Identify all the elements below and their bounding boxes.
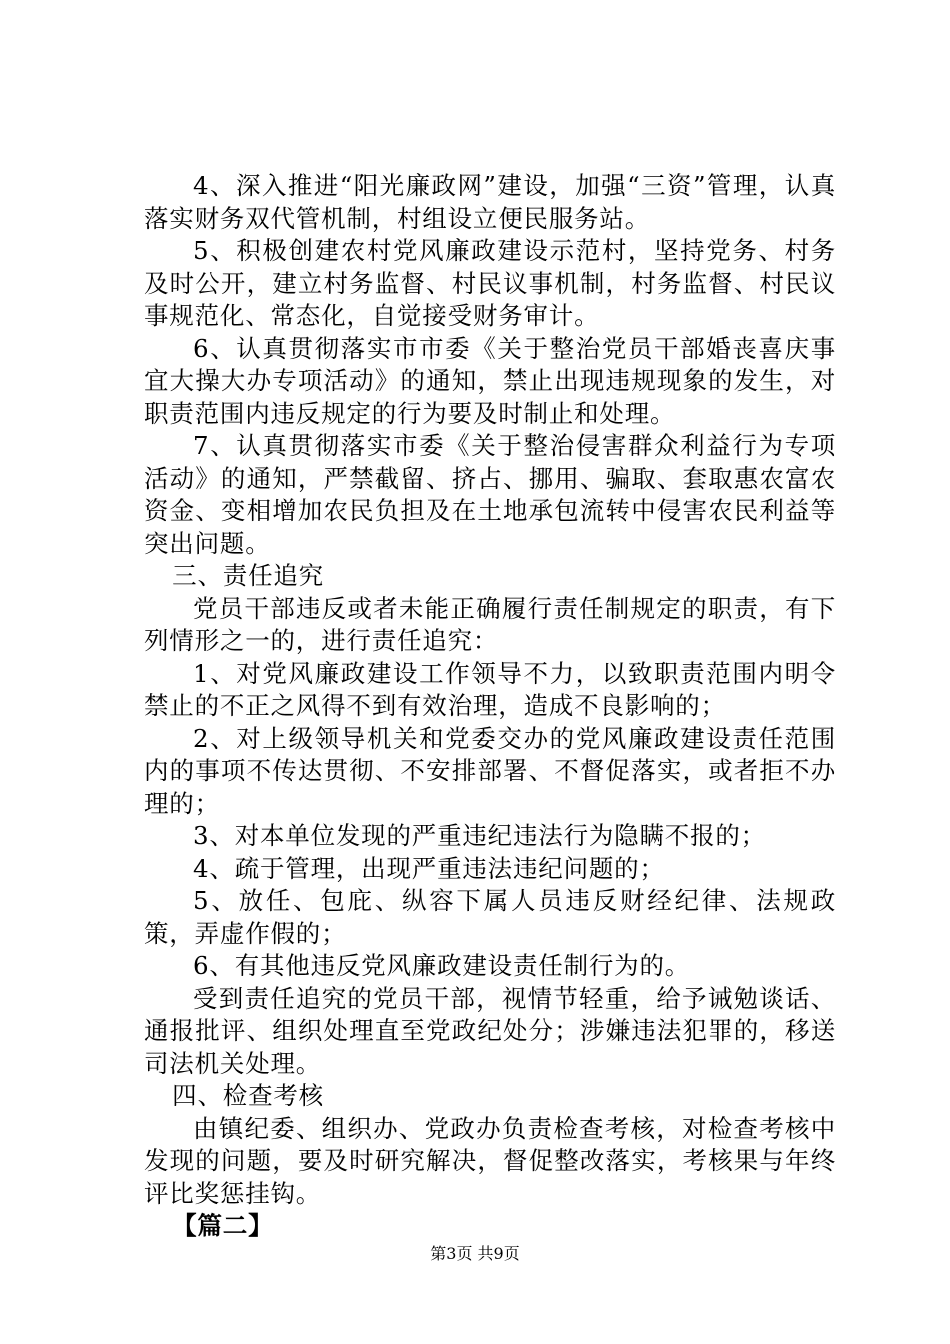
page-number: 第3页 共9页 xyxy=(430,1244,520,1263)
document-body xyxy=(144,170,836,1243)
paragraph-accountability-3: 3、对本单位发现的严重违纪违法行为隐瞒不报的； xyxy=(193,821,766,850)
paragraph-accountability-2: 2、对上级领导机关和党委交办的党风廉政建设责任范围内的事项不传达贯彻、不安排部署、不督促落实，或者拒不办理的； xyxy=(144,723,836,818)
paragraph-accountability-intro: 党员干部违反或者未能正确履行责任制规定的职责，有下列情形之一的，进行责任追究： xyxy=(144,593,836,655)
page-footer xyxy=(0,1244,950,1264)
paragraph-accountability-1: 1、对党风廉政建设工作领导不力，以致职责范围内明令禁止的不正之风得不到有效治理，造成不良影响的； xyxy=(144,658,836,720)
paragraph-accountability-4: 4、疏于管理，出现严重违法违纪问题的； xyxy=(193,853,665,883)
paragraph-item-5: 5、积极创建农村党风廉政建设示范村，坚持党务、村务及时公开，建立村务监督、村民议事机制，村务监督、村民议事规范化、常态化，自觉接受财务审计。 xyxy=(144,236,836,330)
paragraph-accountability-6: 6、有其他违反党风廉政建设责任制行为的。 xyxy=(193,951,691,980)
paragraph-item-7: 7、认真贯彻落实市委《关于整治侵害群众利益行为专项活动》的通知，严禁截留、挤占、挪用、骗取、套取惠农富农资金、变相增加农民负担及在土地承包流转中侵害农民利益等突出问题。 xyxy=(144,431,836,558)
paragraph-accountability-summary: 受到责任追究的党员干部，视情节轻重，给予诫勉谈话、通报批评、组织处理直至党政纪处分；涉嫌违法犯罪的，移送司法机关处理。 xyxy=(144,983,836,1078)
section-title-part-two: 【篇二】 xyxy=(172,1211,274,1240)
paragraph-item-4: 4、深入推进“阳光廉政网”建设，加强“三资”管理，认真落实财务双代管机制，村组设立便民服务站。 xyxy=(144,171,836,233)
paragraph-item-6: 6、认真贯彻落实市市委《关于整治党员干部婚丧喜庆事宜大操大办专项活动》的通知，禁止出现违规现象的发生，对职责范围内违反规定的行为要及时制止和处理。 xyxy=(144,333,836,428)
paragraph-inspection: 由镇纪委、组织办、党政办负责检查考核，对检查考核中发现的问题，要及时研究解决，督促整改落实，考核果与年终评比奖惩挂钩。 xyxy=(144,1113,836,1208)
paragraph-accountability-5: 5、放任、包庇、纵容下属人员违反财经纪律、法规政策，弄虚作假的； xyxy=(144,886,836,948)
section-heading-accountability: 三、责任追究 xyxy=(172,561,324,590)
section-heading-inspection: 四、检查考核 xyxy=(172,1081,324,1110)
